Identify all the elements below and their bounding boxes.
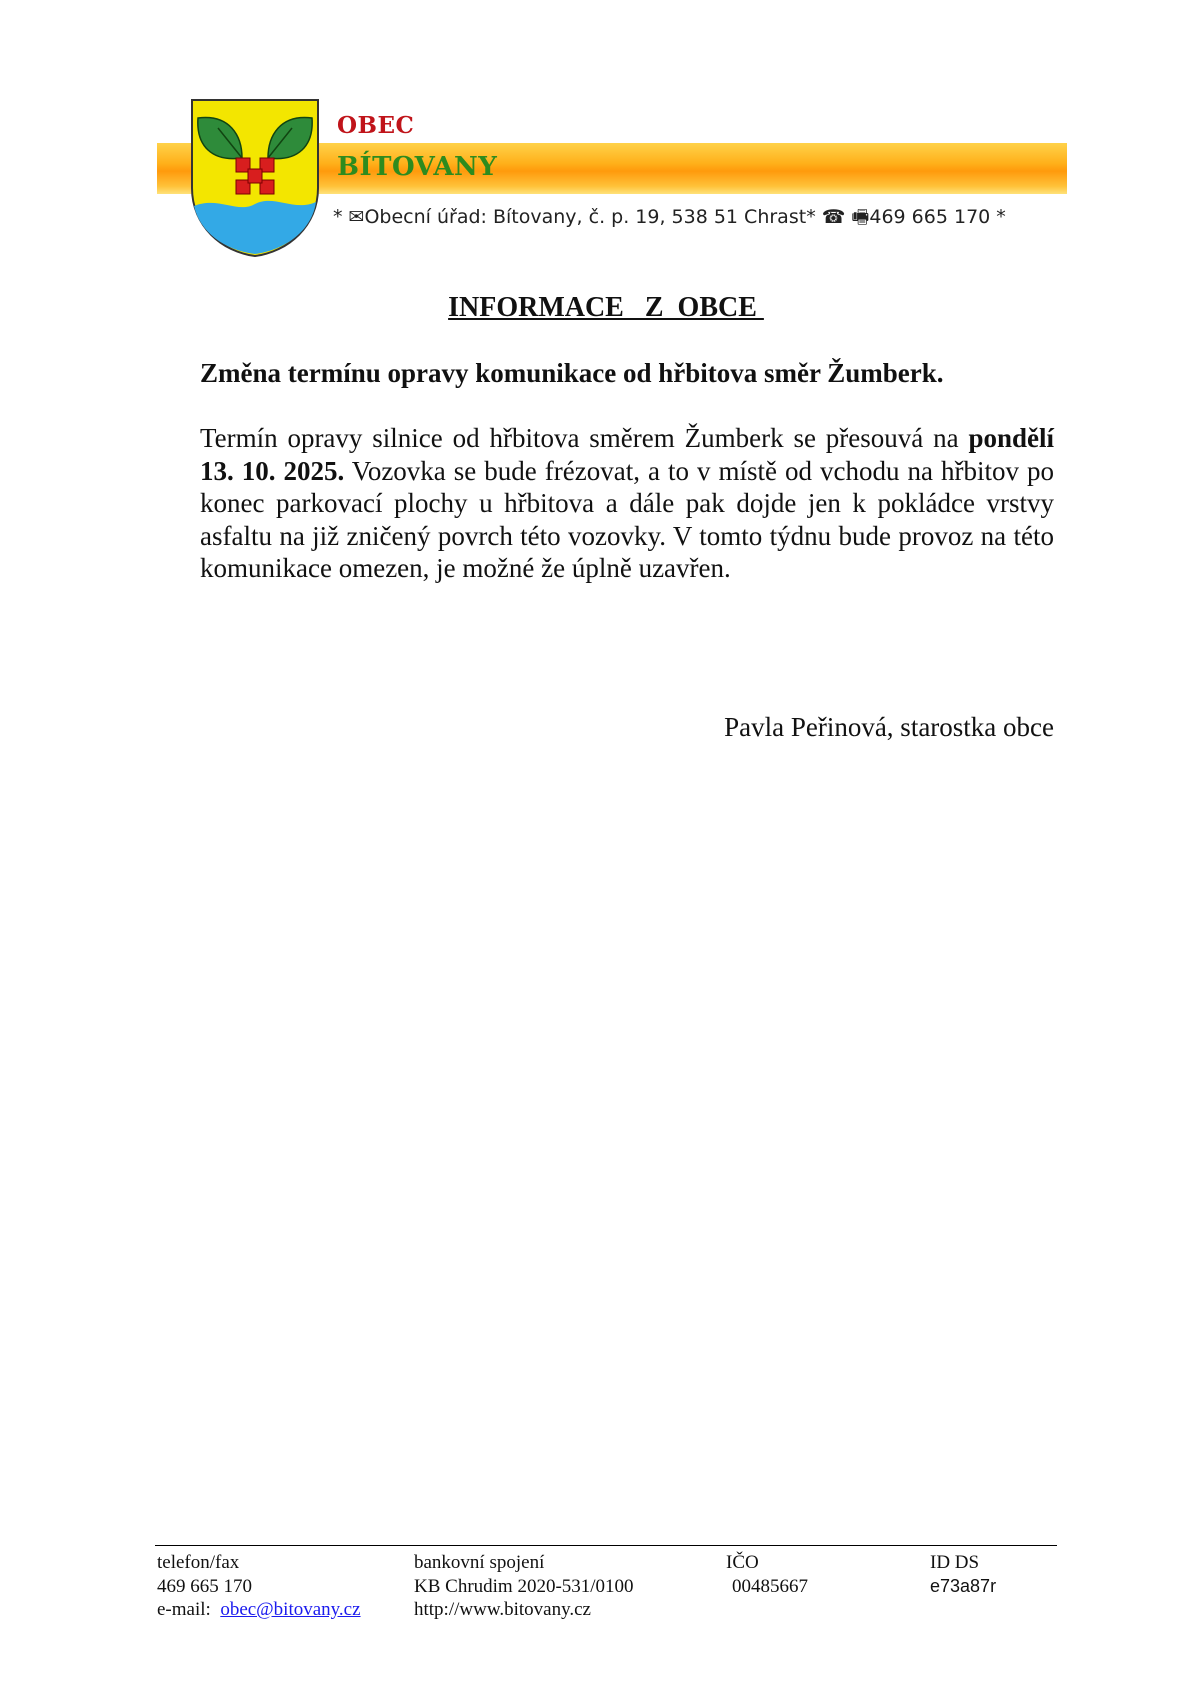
footer-ico-value: 00485667 <box>732 1575 808 1597</box>
phone-fax-icon: * ☎ 🖷 <box>806 206 870 228</box>
footer-divider <box>155 1545 1057 1546</box>
mail-icon: * ✉ <box>333 206 365 228</box>
letterhead <box>0 0 1191 270</box>
footer-contact-column <box>157 1551 361 1622</box>
footer-ico-column <box>726 1551 808 1598</box>
letterhead-suffix: * <box>990 206 1006 228</box>
footer-email-label: e-mail: <box>157 1599 211 1620</box>
letterhead-obec: OBEC <box>337 112 415 139</box>
letterhead-phone: 469 665 170 <box>869 206 991 228</box>
footer-bank-column <box>414 1551 634 1622</box>
footer-ds-value: e73a87r <box>930 1575 997 1596</box>
footer-ico-label: IČO <box>726 1552 759 1573</box>
footer-email-link[interactable]: obec@bitovany.cz <box>220 1599 361 1620</box>
body-text-rest: Vozovka se bude frézovat, a to v místě od vchodu na hřbitov po konec parkovací plochy u hřbitova a dále pak dojde jen k pokládce vrstvy asfaltu na již zničený povrch této vozovky. V tomto týdnu bude provoz na této komunikace omezen, je možné že úplně uzavřen. <box>200 455 1055 584</box>
document-body <box>200 422 1054 585</box>
document-subject: Změna termínu opravy komunikace od hřbitova směr Žumberk. <box>200 358 944 388</box>
letterhead-town-name: BÍTOVANY <box>337 152 498 182</box>
footer-phone-value: 469 665 170 <box>157 1575 252 1597</box>
document-heading: INFORMACE Z OBCE <box>448 292 764 323</box>
footer-email-row <box>157 1598 361 1622</box>
footer-bank-label: bankovní spojení <box>414 1552 545 1573</box>
body-text-start: Termín opravy silnice od hřbitova směrem Žumberk se přesouvá na <box>200 423 969 453</box>
village-coat-of-arms <box>188 96 322 258</box>
letterhead-address-line <box>333 203 1006 235</box>
footer-phone-label: telefon/fax <box>157 1552 240 1573</box>
footer-ds-column <box>930 1551 996 1598</box>
footer-bank-value: KB Chrudim 2020-531/0100 <box>414 1575 634 1597</box>
signature: Pavla Peřinová, starostka obce <box>724 712 1054 742</box>
letterhead-address: Obecní úřad: Bítovany, č. p. 19, 538 51 Chrast <box>364 206 807 228</box>
footer-website: http://www.bitovany.cz <box>414 1599 591 1620</box>
body-date-bold: pondělí 13. 10. 2025. <box>200 423 1054 486</box>
footer-ds-label: ID DS <box>930 1552 980 1573</box>
